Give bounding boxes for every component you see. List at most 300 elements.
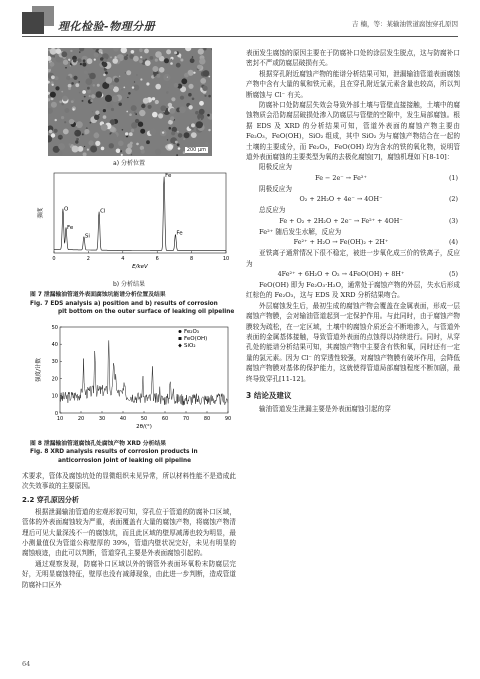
sem-grain [94, 59, 96, 61]
xrd-x-tick-label: 10 [56, 415, 64, 422]
sem-grain [58, 143, 65, 150]
sem-grain [190, 70, 192, 72]
sem-grain [170, 108, 176, 114]
equation-5-number: (5) [448, 269, 458, 278]
sem-grain [167, 139, 168, 140]
sem-grain [101, 147, 105, 151]
sem-grain [51, 133, 55, 137]
sem-grain [68, 59, 70, 61]
sem-grain [112, 58, 118, 64]
sem-grain [95, 141, 100, 146]
sem-grain [83, 59, 86, 62]
eds-spectrum-chart [32, 167, 232, 275]
sem-grain [164, 58, 169, 63]
figure7b-caption: b) 分析结果 [112, 281, 146, 288]
sem-grain [174, 51, 177, 54]
sem-grain [97, 84, 100, 87]
sem-grain [100, 57, 104, 61]
sem-grain [84, 146, 85, 147]
sem-grain [200, 78, 206, 84]
hydrolysis-label: Fe²⁺ 随后发生水解，反应为 [259, 227, 342, 236]
sem-grain [155, 84, 161, 90]
section-2-2-heading: 2.2 穿孔原因分析 [22, 495, 79, 504]
sem-grain [154, 75, 156, 77]
sem-grain [82, 62, 86, 66]
sem-grain [52, 84, 54, 86]
sem-grain [87, 89, 91, 93]
eds-peak-label: Cl [100, 208, 106, 215]
sem-grain [152, 66, 158, 72]
sem-grain [167, 77, 168, 78]
sem-grain [190, 58, 195, 63]
sem-grain [209, 76, 211, 78]
sem-grain [90, 122, 92, 124]
sem-grain [139, 110, 145, 116]
sem-grain [64, 121, 66, 123]
eds-x-axis-label: E/keV [132, 264, 148, 270]
xrd-x-tick-label: 20 [77, 415, 85, 422]
sem-grain [74, 130, 81, 137]
sem-grain [163, 111, 165, 113]
sem-grain [191, 132, 197, 138]
sem-grain [193, 72, 195, 74]
sem-grain [63, 60, 68, 65]
sem-grain [176, 154, 178, 156]
sem-grain [85, 131, 88, 134]
sem-grain [199, 118, 201, 120]
sem-grain [50, 48, 57, 55]
sem-grain [158, 113, 163, 118]
sem-grain [174, 83, 179, 88]
sem-grain [166, 49, 171, 54]
sem-grain [119, 76, 120, 77]
xrd-y-tick-label: 10 [51, 393, 58, 400]
sem-grain [199, 58, 205, 64]
eds-peak-label: Si [84, 233, 90, 240]
sem-grain [63, 129, 69, 135]
total-reaction-label: 总反应为 [259, 206, 286, 215]
sem-grain [62, 96, 68, 102]
sem-grain [131, 122, 137, 128]
equation-4 [246, 237, 460, 248]
equation-2-number: (2) [448, 195, 458, 204]
eds-x-tick-label: 8 [190, 256, 194, 262]
sem-grain [49, 130, 53, 134]
sem-grain [150, 56, 154, 60]
sem-grain [125, 72, 126, 73]
xrd-x-tick-label: 90 [224, 415, 232, 422]
figure7-caption-cn: 图 7 泄漏输油管道外表面腐蚀坑能谱分析位置及结果 [30, 292, 166, 298]
sem-grain [204, 95, 206, 97]
sem-grain [121, 154, 123, 156]
sem-grain [75, 131, 77, 133]
xrd-x-tick-label: 30 [98, 415, 106, 422]
sem-grain [195, 111, 199, 115]
figure8-caption [22, 440, 236, 466]
equation-4-body: Fe²⁺ + H₂O → Fe(OH)₂ + 2H⁺ [293, 238, 389, 247]
sem-grain [77, 58, 81, 62]
sem-grain [197, 65, 202, 70]
sem-grain [116, 149, 121, 154]
equation-3-body: Fe + O₂ + 2H₂O + 2e⁻ → Fe²⁺ + 4OH⁻ [279, 216, 403, 225]
sem-grain [61, 51, 67, 57]
equation-1 [246, 173, 460, 184]
journal-logo-mark-dark [22, 12, 44, 34]
sem-grain [188, 93, 192, 97]
sem-grain [76, 138, 79, 141]
sem-grain [84, 96, 86, 98]
sem-grain [192, 98, 195, 101]
sem-grain [196, 121, 203, 128]
section-3-heading: 3 结论及建议 [246, 390, 292, 400]
sem-grain [145, 60, 151, 66]
header-rule [22, 36, 458, 37]
sem-grain [140, 56, 142, 58]
sem-grain [180, 57, 181, 58]
sem-grain [171, 97, 175, 101]
sem-grain [51, 97, 54, 100]
legend-marker-fe2o3 [179, 330, 182, 333]
sem-grain [114, 78, 119, 83]
sem-grain [76, 125, 77, 126]
sem-grain [141, 104, 145, 108]
sem-grain [207, 114, 210, 117]
right-paragraph-5: FeO(OH) 即为 Fe₂O₃·H₂O，通常处于腐蚀产物的外层，失水后形成红棕色的 Fe₂O₃，这与 EDS 及 XRD 分析结果吻合。 [246, 280, 460, 300]
sem-grain [203, 70, 210, 77]
cathode-label: 阴极反应为 [259, 184, 292, 193]
sem-grain [144, 49, 149, 54]
sem-grain [152, 112, 158, 118]
sem-grain [103, 58, 107, 62]
sem-grain [146, 140, 150, 144]
xrd-pattern-line [60, 340, 228, 405]
sem-grain [73, 76, 77, 80]
sem-grain [177, 143, 180, 146]
sem-grain [134, 81, 135, 82]
xrd-y-tick-label: 0 [54, 410, 58, 417]
sem-grain [131, 154, 132, 155]
sem-grain [140, 129, 145, 134]
sem-grain [105, 95, 112, 102]
sem-grain [199, 109, 205, 115]
xrd-legend-label: FeO(OH) [184, 335, 208, 342]
sem-grain [180, 96, 184, 100]
sem-grain [89, 73, 96, 80]
eds-peak-label: O [63, 206, 69, 213]
right-paragraph-6: 外层腐蚀发生后，最初生成的腐蚀产物会覆盖在金属表面，形成一层腐蚀产物膜，会对输油管道起到一定保护作用。与此同时，由于腐蚀产物膜较为疏松，在一定区域，土壤中的腐蚀介质还会不断地渗入，与管道外表面的金属基体接触，导致管道外表面的点蚀得以持续进行。同时，从穿孔处的能谱分析结果可知，其腐蚀产物中主要含有铁和氧，同时还有一定量的氯元素。因为 Cl⁻ 的穿透性较强，对腐蚀产物膜有破坏作用，会降低腐蚀产物膜对基体的保护能力，这就使得管道局部腐蚀程度不断加剧，最终导致穿孔[11-12]。 [246, 301, 460, 383]
sem-grain [129, 132, 133, 136]
sem-grain [125, 132, 128, 135]
sem-grain [84, 71, 88, 75]
sem-grain [208, 95, 211, 98]
figure7a-caption: a) 分析位置 [113, 160, 145, 167]
right-paragraph-1: 表面发生腐蚀的原因主要在于防腐补口处的涂层发生脱点，这与防腐补口密封不严或防腐层破损有关。 [246, 49, 460, 68]
sem-grain [88, 140, 93, 145]
xrd-y-tick-label: 50 [51, 324, 58, 331]
sem-grain [184, 95, 188, 99]
sem-grain [103, 115, 107, 119]
sem-grain [124, 56, 128, 60]
figure8-caption-en-1: Fig. 8 XRD analysis results of corrosion products in [30, 449, 198, 455]
sem-grain [121, 89, 122, 90]
sem-grain [54, 76, 58, 80]
sem-grain [140, 146, 144, 150]
sem-grain [171, 59, 172, 60]
sem-grain [179, 106, 186, 113]
sem-grain [169, 127, 172, 130]
xrd-y-tick-label: 30 [51, 358, 58, 365]
sem-grain [175, 141, 178, 144]
sem-grain [50, 92, 56, 98]
sem-grain [146, 82, 149, 85]
sem-grain [51, 102, 57, 108]
sem-grain [159, 67, 165, 73]
xrd-y-tick-label: 20 [51, 375, 58, 382]
figure7-caption-en-2: pit bottom on the outer surface of leaking oil pipeline [58, 309, 235, 315]
sem-grain [55, 86, 59, 90]
equation-5-body: 4Fe²⁺ + 6H₂O + O₂ → 4FeO(OH) + 8H⁺ [277, 269, 405, 278]
sem-grain [75, 140, 78, 143]
sem-grain [71, 82, 74, 85]
xrd-x-tick-label: 60 [161, 415, 169, 422]
sem-grain [118, 141, 124, 147]
sem-grain [56, 48, 62, 54]
sem-grain [168, 144, 173, 149]
sem-grain [59, 101, 62, 104]
journal-name: 理化检验-物理分册 [58, 20, 156, 33]
sem-grain [68, 84, 72, 88]
sem-grain [180, 59, 183, 62]
right-paragraph-4: 亚铁离子通常情况下很不稳定，被进一步氧化成三价的铁离子，反应为 [246, 249, 460, 268]
sem-grain [82, 133, 84, 135]
sem-grain [76, 121, 83, 128]
sem-grain [55, 119, 57, 121]
sem-grain [68, 87, 71, 90]
equation-2-body: O₂ + 2H₂O + 4e⁻ → 4OH⁻ [299, 195, 383, 204]
sem-grain [91, 94, 95, 98]
sem-grain [69, 119, 74, 124]
sem-grain [202, 86, 207, 91]
sem-grain [109, 85, 114, 90]
sem-grain [94, 133, 100, 139]
sem-scale-bar: 200 μm [186, 147, 206, 153]
sem-grain [181, 78, 187, 84]
sem-grain [136, 143, 139, 146]
sem-grain [78, 81, 80, 83]
sem-grain [90, 99, 93, 102]
sem-grain [112, 95, 119, 102]
left-paragraph-2: 通过观察发现，防腐补口区域以外的钢管外表面环氧粉末防腐层完好，无明显腐蚀特征，壁厚也没有减薄现象，由此进一步判断，造成管道防腐补口区外 [22, 559, 236, 589]
sem-grain [96, 91, 103, 98]
sem-grain [94, 52, 99, 57]
sem-grain [178, 147, 181, 150]
sem-grain [126, 111, 128, 113]
eds-plot-frame [54, 173, 226, 253]
sem-grain [156, 74, 160, 78]
eds-x-tick-label: 4 [121, 256, 125, 262]
sem-grain [126, 70, 131, 75]
xrd-x-tick-label: 70 [182, 415, 190, 422]
sem-grain [160, 105, 166, 111]
eds-spectrum-line [54, 177, 226, 251]
sem-grain [105, 77, 112, 84]
sem-grain [119, 103, 122, 106]
equation-2 [246, 194, 460, 205]
sem-grain [73, 59, 77, 63]
sem-grain [79, 51, 80, 52]
sem-grain [126, 54, 128, 56]
sem-grain [132, 86, 134, 88]
right-paragraph-2: 根据穿孔附近腐蚀产物的能谱分析结果可知，泄漏输油管道表面腐蚀产物中含有大量的氧和铁元素，且在穿孔附近氯元素含量也较高，所以判断腐蚀与 Cl⁻ 有关。 [246, 69, 460, 99]
sem-grain [155, 59, 158, 62]
sem-grain [192, 56, 194, 58]
sem-grain [205, 142, 209, 146]
sem-grain [166, 91, 169, 94]
sem-grain [123, 87, 125, 89]
xrd-y-axis-label: 强度/计数 [36, 357, 42, 382]
sem-grain [177, 131, 179, 133]
sem-grain [170, 116, 174, 120]
sem-grain [171, 131, 175, 135]
left-paragraph-continued: 术要求，管体及腐蚀坑处的显微组织未见异常，所以材料性能不是造成此次失效事故的主要原因。 [22, 472, 236, 491]
sem-grain [61, 91, 63, 93]
sem-grain [208, 129, 210, 131]
sem-grain [65, 67, 67, 69]
sem-grain [72, 108, 74, 110]
sem-grain [61, 116, 64, 119]
equation-1-number: (1) [448, 173, 458, 182]
sem-texture [48, 48, 212, 156]
sem-grain [101, 52, 103, 54]
equation-3-number: (3) [448, 216, 458, 225]
eds-x-tick-label: 0 [52, 256, 56, 262]
sem-grain [69, 143, 72, 146]
running-title: 吉 楠，等：某输油管道腐蚀穿孔原因 [351, 20, 458, 28]
sem-grain [95, 111, 99, 115]
legend-marker-feooh [179, 337, 182, 340]
sem-grain [94, 115, 99, 120]
sem-grain [191, 127, 194, 130]
sem-grain [131, 50, 135, 54]
sem-grain [60, 138, 61, 139]
sem-grain [75, 83, 79, 87]
sem-grain [122, 129, 124, 131]
sem-grain [128, 92, 131, 95]
sem-grain [86, 78, 93, 85]
sem-grain [54, 129, 58, 133]
sem-grain [92, 111, 93, 112]
sem-grain [191, 123, 195, 127]
sem-grain [87, 149, 89, 151]
sem-grain [50, 62, 55, 67]
sem-grain [101, 124, 108, 131]
sem-grain [79, 92, 81, 94]
sem-grain [82, 90, 86, 94]
sem-grain [70, 50, 72, 52]
sem-grain [178, 133, 183, 138]
figure8-caption-en-2: anticorrosion joint of leaking oil pipeline [58, 457, 192, 464]
sem-grain [114, 56, 116, 58]
sem-grain [148, 105, 152, 109]
sem-grain [136, 74, 138, 76]
sem-grain [129, 113, 132, 116]
eds-x-tick-label: 6 [155, 256, 159, 262]
sem-grain [93, 84, 96, 87]
sem-grain [64, 108, 69, 113]
figure8-caption-cn: 图 8 泄漏输油管道腐蚀孔处腐蚀产物 XRD 分析结果 [30, 440, 166, 447]
eds-x-tick-label: 10 [222, 256, 230, 262]
sem-grain [102, 62, 107, 67]
sem-grain [90, 146, 97, 153]
sem-micrograph [48, 48, 212, 156]
sem-grain [89, 95, 91, 97]
sem-grain [145, 59, 147, 61]
sem-grain [110, 133, 117, 140]
legend-marker-sio2 [178, 343, 182, 347]
right-paragraph-7: 输油管道发生泄漏主要是外表面腐蚀引起的穿 [259, 404, 391, 413]
xrd-x-axis-label: 2θ/(°) [136, 423, 152, 430]
sem-grain [131, 105, 137, 111]
figure7-caption-en-1: Fig. 7 EDS analysis a) position and b) results of corrosion [30, 300, 218, 307]
sem-grain [126, 148, 132, 154]
sem-grain [127, 97, 128, 98]
sem-grain [199, 101, 204, 106]
sem-grain [176, 63, 181, 68]
sem-grain [163, 74, 170, 81]
sem-grain [119, 88, 121, 90]
sem-grain [184, 132, 190, 138]
equation-4-number: (4) [448, 238, 458, 247]
eds-y-axis-label: 强度 [38, 207, 44, 219]
sem-grain [130, 142, 133, 145]
sem-grain [170, 62, 173, 65]
left-paragraph-1: 根据泄漏输油管道的宏观形貌可知，穿孔位于管道的防腐补口区域，管体的外表面腐蚀较为严重，表面覆盖有大量的腐蚀产物，将腐蚀产物清理后可见大量深浅不一的腐蚀坑，而且此区域的壁厚减薄也较为明显，最小测量值仅为管道公称壁厚的 39%，管道内壁状况完好，未见有明显的腐蚀痕迹，由此可以判断，管道穿孔主要是外表面腐蚀引起的。 [22, 507, 236, 558]
sem-grain [66, 76, 70, 80]
sem-grain [51, 75, 55, 79]
sem-grain [87, 58, 93, 64]
sem-grain [198, 49, 204, 55]
xrd-legend-label: Fe₂O₃ [184, 328, 199, 335]
sem-grain [103, 109, 106, 112]
eds-x-tick-label: 2 [86, 256, 90, 262]
eds-peak-label: Fe [67, 224, 74, 231]
sem-grain [109, 143, 114, 148]
sem-grain [152, 97, 155, 100]
sem-grain [80, 63, 82, 65]
sem-grain [183, 138, 185, 140]
sem-grain [188, 105, 192, 109]
equation-1-body: Fe − 2e⁻ → Fe²⁺ [315, 173, 367, 182]
right-column [246, 48, 460, 414]
eds-peak-label: Fe [176, 230, 183, 237]
sem-grain [155, 51, 162, 58]
sem-grain [155, 100, 159, 104]
figure7-caption [22, 291, 236, 317]
xrd-pattern-chart [30, 323, 236, 433]
sem-grain [131, 129, 134, 132]
left-column [22, 48, 236, 590]
xrd-legend-label: SiO₂ [184, 342, 196, 349]
xrd-x-tick-label: 80 [203, 415, 211, 422]
sem-grain [166, 81, 173, 88]
sem-grain [184, 73, 189, 78]
sem-grain [139, 48, 143, 52]
sem-grain [82, 100, 84, 102]
sem-grain [141, 150, 145, 154]
sem-grain [133, 56, 139, 62]
sem-grain [58, 151, 63, 156]
xrd-x-tick-label: 50 [140, 415, 148, 422]
